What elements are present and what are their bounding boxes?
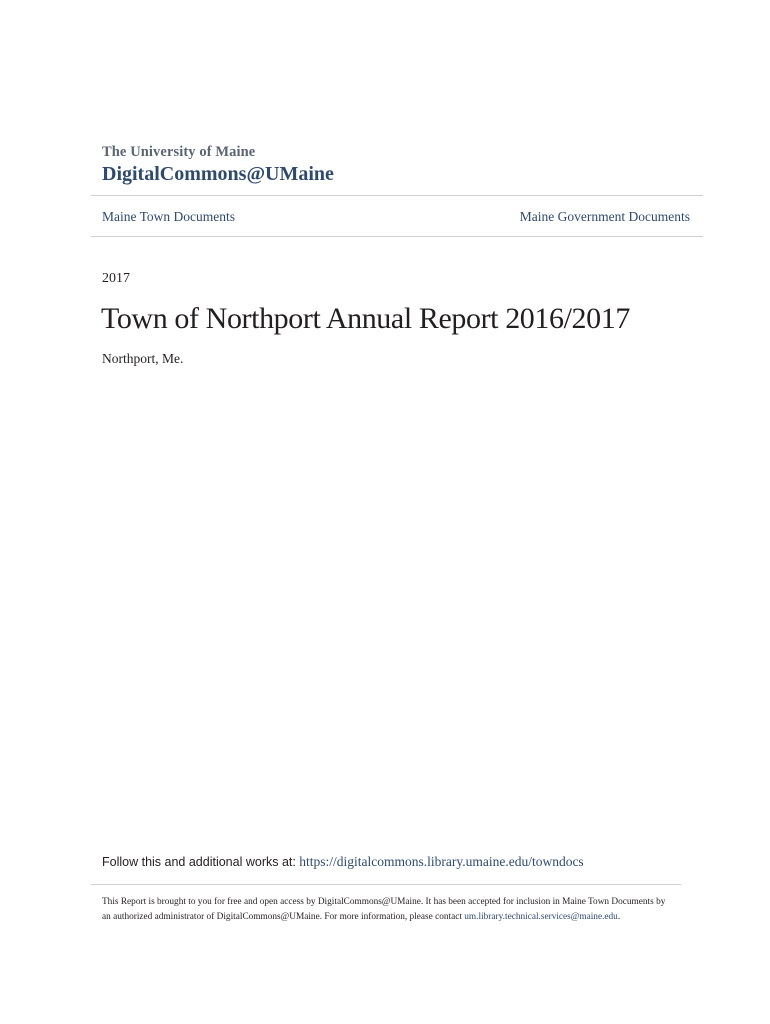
notice-period: . bbox=[617, 912, 621, 922]
divider-top bbox=[91, 195, 703, 196]
notice-line-2: an authorized administrator of DigitalCommons@UMaine. For more information, please contact bbox=[102, 912, 462, 922]
notice-line-1: This Report is brought to you for free and open access by DigitalCommons@UMaine. It has been accepted for inclusion in Maine Town Documents by bbox=[102, 897, 666, 907]
collection-link-government-documents[interactable]: Maine Government Documents bbox=[519, 209, 690, 224]
follow-line bbox=[102, 853, 584, 871]
document-title: Town of Northport Annual Report 2016/2017 bbox=[101, 302, 630, 335]
collection-link-town-documents[interactable]: Maine Town Documents bbox=[102, 209, 236, 224]
university-name: The University of Maine bbox=[102, 144, 256, 160]
follow-url-link[interactable]: https://digitalcommons.library.umaine.edu/towndocs bbox=[299, 854, 584, 869]
follow-label: Follow this and additional works at: bbox=[102, 855, 296, 869]
repository-link[interactable]: DigitalCommons@UMaine bbox=[102, 163, 334, 185]
divider-bottom bbox=[91, 884, 681, 885]
document-author: Northport, Me. bbox=[102, 351, 184, 366]
contact-email-link[interactable]: um.library.technical.services@maine.edu bbox=[464, 912, 618, 922]
publication-year: 2017 bbox=[102, 271, 130, 286]
divider-middle bbox=[91, 236, 703, 237]
repository-header bbox=[102, 143, 334, 186]
access-notice bbox=[102, 895, 682, 925]
